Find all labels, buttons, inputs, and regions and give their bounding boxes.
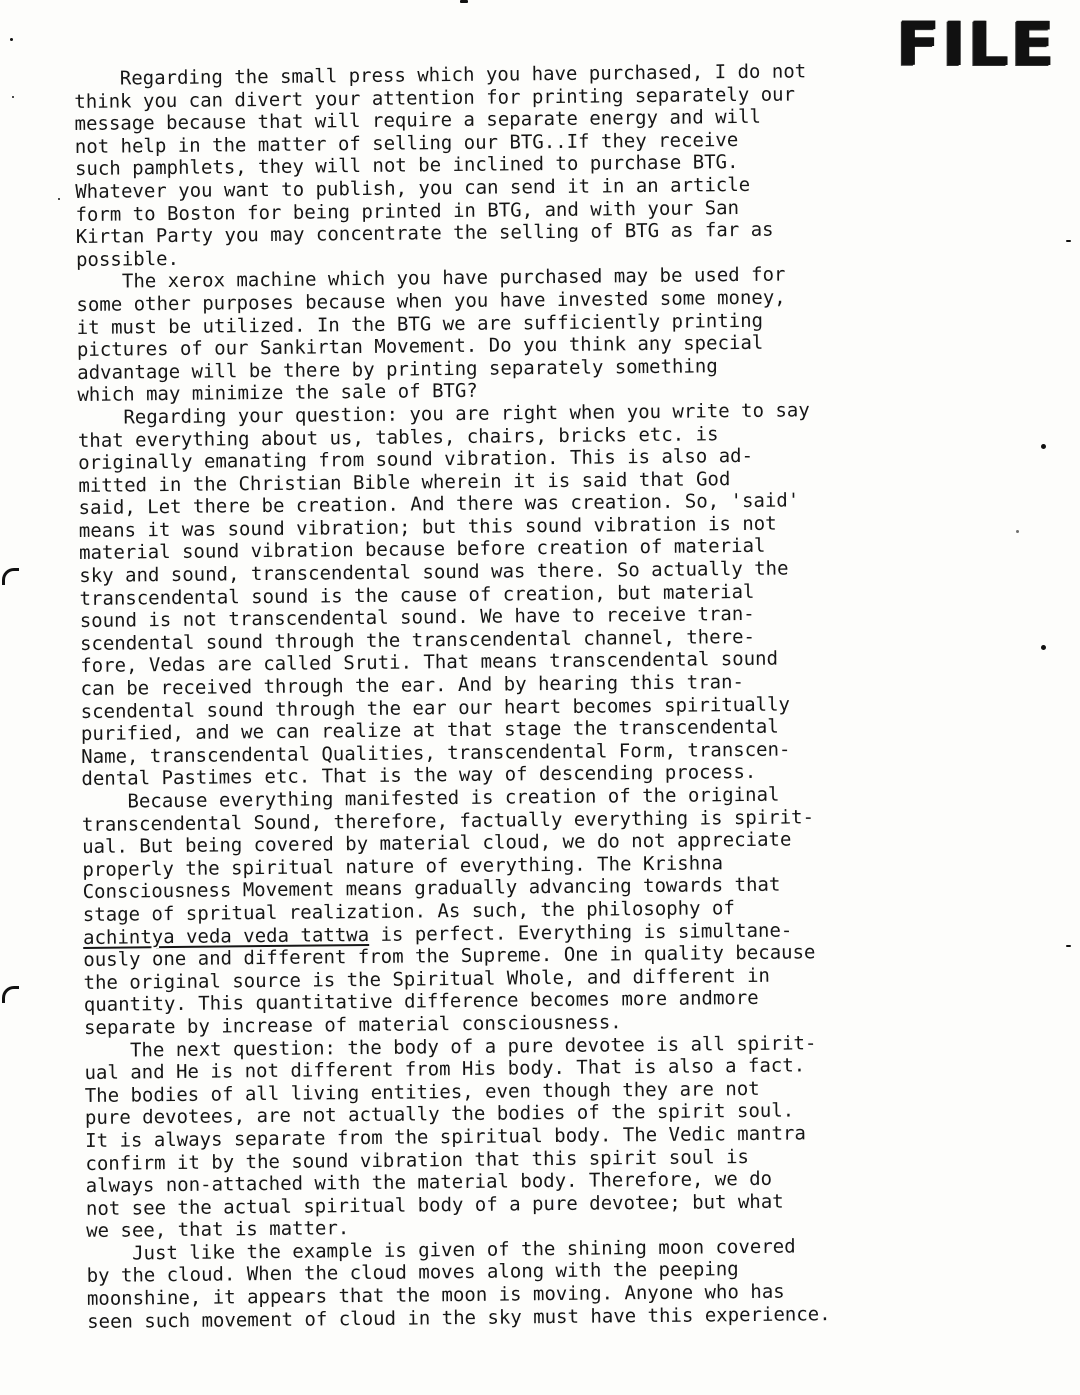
line-text: purified, and we can realize at that stage the transcendental xyxy=(80,715,779,746)
line-text: can be received through the ear. And by hearing this tran- xyxy=(80,671,745,700)
line-text: properly the spiritual nature of everything. The Krishna xyxy=(82,852,724,881)
line-text: Name, transcendental Qualities, transcendental Form, transcen- xyxy=(81,738,791,768)
letter-body xyxy=(74,59,967,1333)
line-text: it must be utilized. In the BTG we are sufficiently printing xyxy=(76,309,764,339)
line-text: said, Let there be creation. And there was creation. So, 'said' xyxy=(78,489,800,520)
line-text: scendental sound through the ear our heart becomes spiritually xyxy=(80,693,791,723)
line-text: some other purposes because when you have invested some money, xyxy=(76,286,786,316)
line-text: fore, Vedas are called Sruti. That means transcendental sound xyxy=(80,648,779,678)
line-text: Just like the example is given of the shining moon covered xyxy=(86,1235,796,1265)
file-stamp: FILE xyxy=(896,9,1057,81)
line-text: pictures of our Sankirtan Movement. Do you think any special xyxy=(76,331,764,362)
scan-speck xyxy=(1066,945,1071,947)
line-text: It is always separate from the spiritual body. The Vedic mantra xyxy=(85,1122,806,1152)
line-text: is perfect. Everything is simultane- xyxy=(368,919,793,946)
punch-hole-mark xyxy=(2,986,19,1003)
line-text: The bodies of all living entities, even though they are not xyxy=(84,1077,760,1107)
line-text: material sound vibration because before creation of material xyxy=(78,535,766,565)
line-text: quantity. This quantitative difference becomes more andmore xyxy=(83,987,759,1017)
line-text: such pamphlets, they will not be inclined to purchase BTG. xyxy=(74,151,739,181)
line-text: form to Boston for being printed in BTG, and with your San xyxy=(75,196,740,226)
line-text: means it was sound vibration; but this sound vibration is not xyxy=(78,512,777,542)
line-text: Consciousness Movement means gradually advancing towards that xyxy=(82,874,781,904)
line-text: possible. xyxy=(75,247,180,271)
line-text: by the cloud. When the cloud moves along with the peeping xyxy=(86,1258,739,1288)
line-text: message because that will require a separate energy and will xyxy=(74,105,762,136)
line-text: sky and sound, transcendental sound was there. So actually the xyxy=(79,557,789,588)
line-text: moonshine, it appears that the moon is moving. Anyone who has xyxy=(86,1280,785,1310)
scan-speck xyxy=(1041,645,1046,650)
line-text: not see the actual spiritual body of a pure devotee; but what xyxy=(85,1190,784,1220)
scan-speck xyxy=(58,198,60,200)
scan-speck xyxy=(460,0,468,3)
line-text: ously one and different from the Supreme. One in quality because xyxy=(83,941,816,972)
line-text: not help in the matter of selling our BTG..If they receive xyxy=(74,128,739,158)
line-text: The next question: the body of a pure devotee is all spirit- xyxy=(84,1031,817,1062)
line-text: mitted in the Christian Bible wherein it is said that God xyxy=(78,467,731,497)
line-text: transcendental Sound, therefore, factually everything is spirit- xyxy=(81,805,815,836)
scan-speck xyxy=(10,38,13,41)
line-text: advantage will be there by printing separately something xyxy=(77,354,718,384)
line-text: Regarding your question: you are right when you write to say xyxy=(77,399,810,429)
line-text: think you can divert your attention for printing separately our xyxy=(74,83,796,113)
line-text: the original source is the Spiritual Whole, and different in xyxy=(83,964,771,994)
line-text: Whatever you want to publish, you can send it in an article xyxy=(75,173,751,203)
line-text: which may minimize the sale of BTG? xyxy=(77,380,478,407)
line-text: stage of spritual realization. As such, the philosophy of xyxy=(82,897,735,926)
line-text: scendental sound through the transcendental channel, there- xyxy=(79,625,756,655)
line-text: sound is not transcendental sound. We have to receive tran- xyxy=(79,603,755,633)
line-text: Regarding the small press which you have purchased, I do not xyxy=(74,60,807,90)
line-text: confirm it by the sound vibration that this spirit soul is xyxy=(85,1145,750,1175)
line-text: pure devotees, are not actually the bodies of the spirit soul. xyxy=(84,1099,795,1130)
line-text: we see, that is matter. xyxy=(86,1217,350,1243)
line-text: Because everything manifested is creation of the original xyxy=(81,783,780,813)
line-text: Kirtan Party you may concentrate the selling of BTG as far as xyxy=(75,218,774,249)
underlined-phrase: achintya veda veda tattwa xyxy=(82,923,370,949)
line-text: that everything about us, tables, chairs, bricks etc. is xyxy=(77,422,719,452)
line-text: transcendental sound is the cause of creation, but material xyxy=(79,580,755,610)
line-text: The xerox machine which you have purchased may be used for xyxy=(76,263,786,294)
scan-speck xyxy=(1041,444,1046,449)
scan-speck xyxy=(1016,530,1019,533)
line-text: originally emanating from sound vibration. This is also ad- xyxy=(78,445,754,475)
scan-speck xyxy=(1066,240,1071,242)
scan-speck xyxy=(12,96,14,98)
line-text: always non-attached with the material body. Therefore, we do xyxy=(85,1167,773,1198)
line-text: dental Pastimes etc. That is the way of descending process. xyxy=(81,761,757,791)
line-text: ual and He is not different from His body. That is also a fact. xyxy=(84,1054,806,1085)
line-text: ual. But being covered by material cloud, we do not appreciate xyxy=(82,828,792,859)
line-text: separate by increase of material consciousness. xyxy=(83,1011,622,1039)
line-text: seen such movement of cloud in the sky must have this experience. xyxy=(87,1302,831,1333)
punch-hole-mark xyxy=(2,568,19,585)
